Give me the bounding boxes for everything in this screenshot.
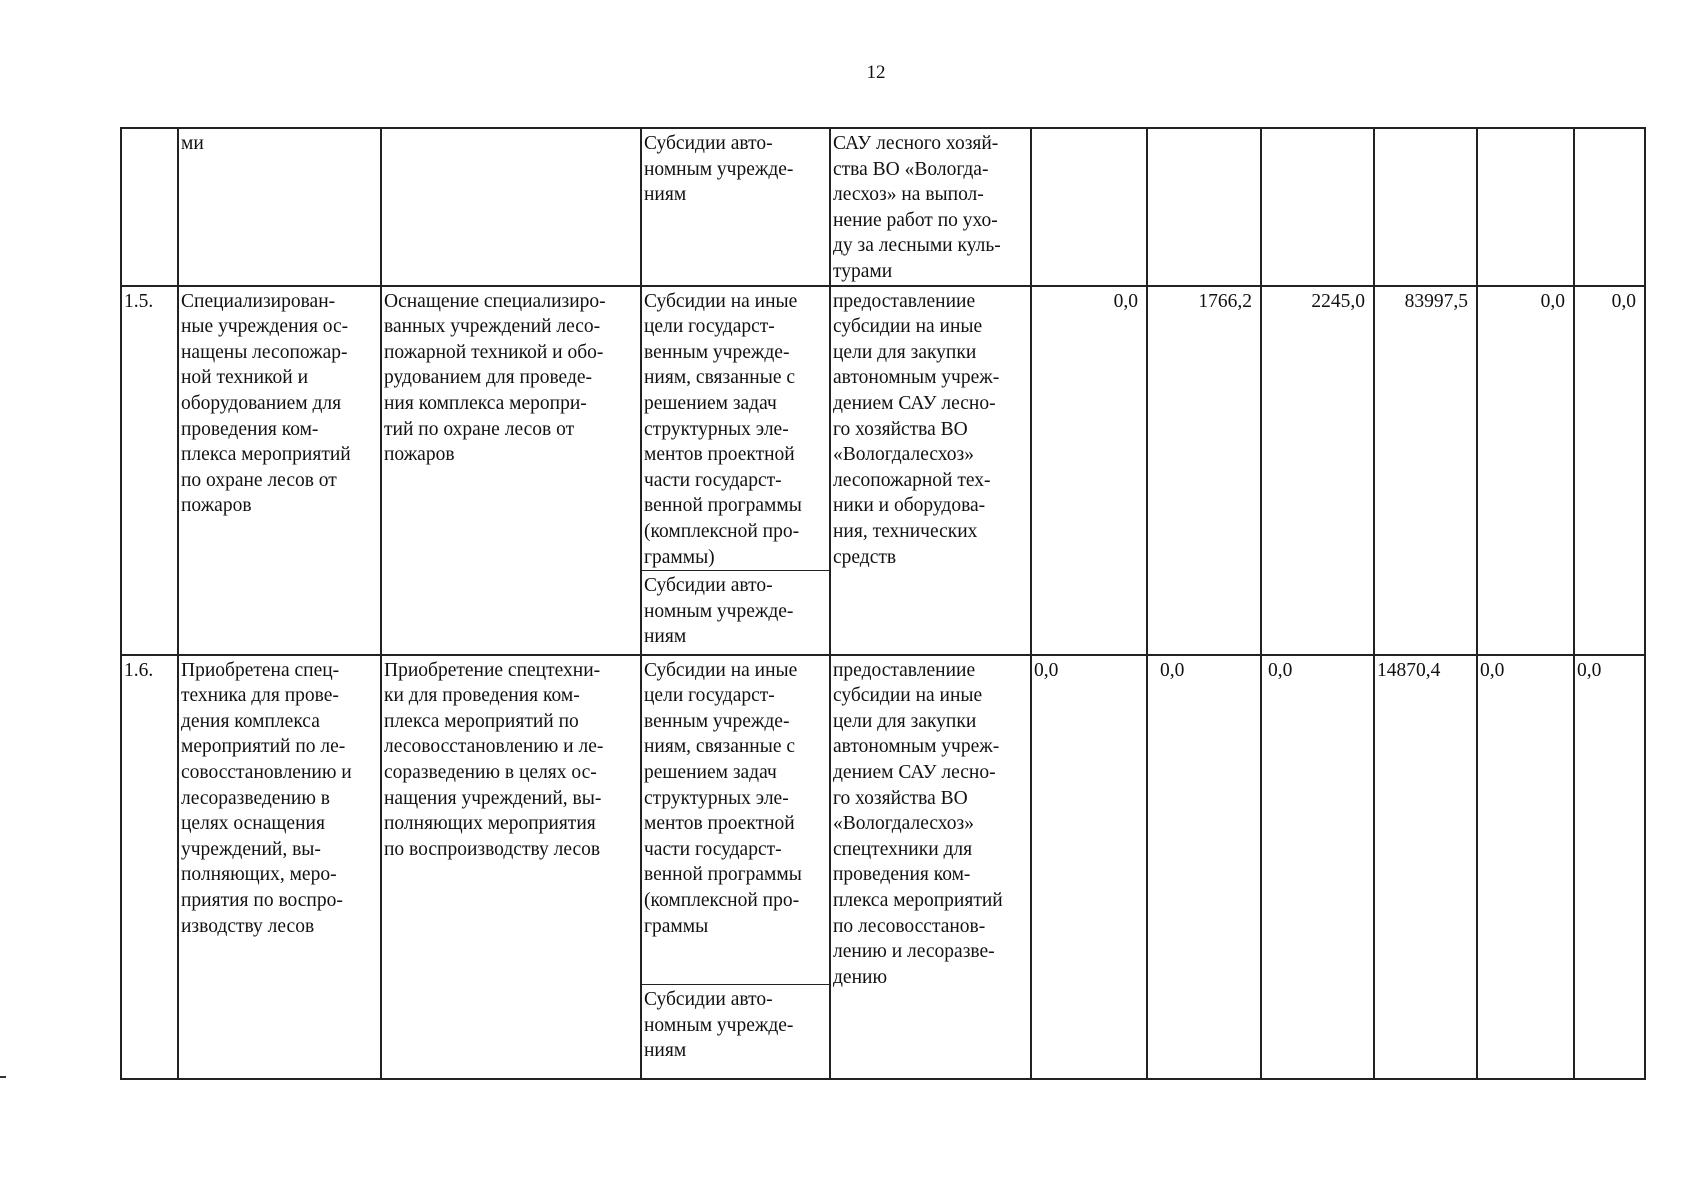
table-row — [121, 286, 1645, 571]
finance-source-cell: Субсидии авто- номным учрежде- ниям — [641, 128, 830, 286]
value-cell — [1374, 128, 1477, 286]
row-number: 1.5. — [121, 286, 178, 655]
value-cell: 0,0 — [1147, 655, 1261, 1079]
value-cell: 0,0 — [1477, 655, 1574, 1079]
activity-cell: Оснащение специализиро- ванных учреждений лесо- пожарной техникой и обо- рудованием для проведе- ния комплекса меропри- тий по охране лесов от пожаров — [381, 286, 641, 655]
activity-cell — [381, 128, 641, 286]
row-number: 1.6. — [121, 655, 178, 1079]
table-row — [121, 128, 1645, 286]
value-cell: 83997,5 — [1374, 286, 1477, 655]
result-cell: Приобретена спец- техника для прове- дения комплекса мероприятий по ле- совосстановлению и лесоразведению в целях оснащения учреждений, вы- полняющих, меро- приятия по воспро- изводству лесов — [178, 655, 381, 1079]
value-cell — [1574, 128, 1645, 286]
value-cell — [1147, 128, 1261, 286]
value-cell — [1031, 128, 1147, 286]
program-table — [120, 127, 1646, 1080]
finance-source-cell: Субсидии на иные цели государст- венным учрежде- ниям, связанные с решением задач структурных эле- ментов проектной части государст- венной программы (комплексной про- граммы — [641, 655, 830, 985]
result-cell: ми — [178, 128, 381, 286]
value-cell: 0,0 — [1477, 286, 1574, 655]
description-cell: САУ лесного хозяй- ства ВО «Вологда- лесхоз» на выпол- нение работ по ухо- ду за лесными куль- турами — [830, 128, 1031, 286]
value-cell: 0,0 — [1574, 655, 1645, 1079]
finance-source-cell: Субсидии на иные цели государст- венным учрежде- ниям, связанные с решением задач структурных эле- ментов проектной части государст- венной программы (комплексной про- граммы) — [641, 286, 830, 571]
scan-edge-mark — [0, 1076, 6, 1078]
value-cell: 0,0 — [1261, 655, 1374, 1079]
value-cell: 0,0 — [1574, 286, 1645, 655]
description-cell: предоставлениие субсидии на иные цели для закупки автономным учреж- дением САУ лесно- го хозяйства ВО «Вологдалесхоз» лесопожарной тех- ники и оборудова- ния, технических средств — [830, 286, 1031, 655]
activity-cell: Приобретение спецтехни- ки для проведения ком- плекса мероприятий по лесовосстановлению и ле- соразведению в целях ос- нащения учреждений, вы- полняющих мероприятия по воспроизводству лесов — [381, 655, 641, 1079]
description-cell: предоставлениие субсидии на иные цели для закупки автономным учреж- дением САУ лесно- го хозяйства ВО «Вологдалесхоз» спецтехники для проведения ком- плекса мероприятий по лесовосстанов- лению и лесоразве- дению — [830, 655, 1031, 1079]
table-row — [121, 655, 1645, 985]
value-cell — [1477, 128, 1574, 286]
result-cell: Специализирован- ные учреждения ос- нащены лесопожар- ной техникой и оборудованием для проведения ком- плекса мероприятий по охране лесов от пожаров — [178, 286, 381, 655]
value-cell — [1261, 128, 1374, 286]
finance-source-cell: Субсидии авто- номным учрежде- ниям — [641, 571, 830, 655]
finance-source-cell: Субсидии авто- номным учрежде- ниям — [641, 985, 830, 1079]
value-cell: 0,0 — [1031, 655, 1147, 1079]
value-cell: 14870,4 — [1374, 655, 1477, 1079]
value-cell: 2245,0 — [1261, 286, 1374, 655]
page-number: 12 — [866, 62, 886, 83]
row-number — [121, 128, 178, 286]
value-cell: 0,0 — [1031, 286, 1147, 655]
value-cell: 1766,2 — [1147, 286, 1261, 655]
